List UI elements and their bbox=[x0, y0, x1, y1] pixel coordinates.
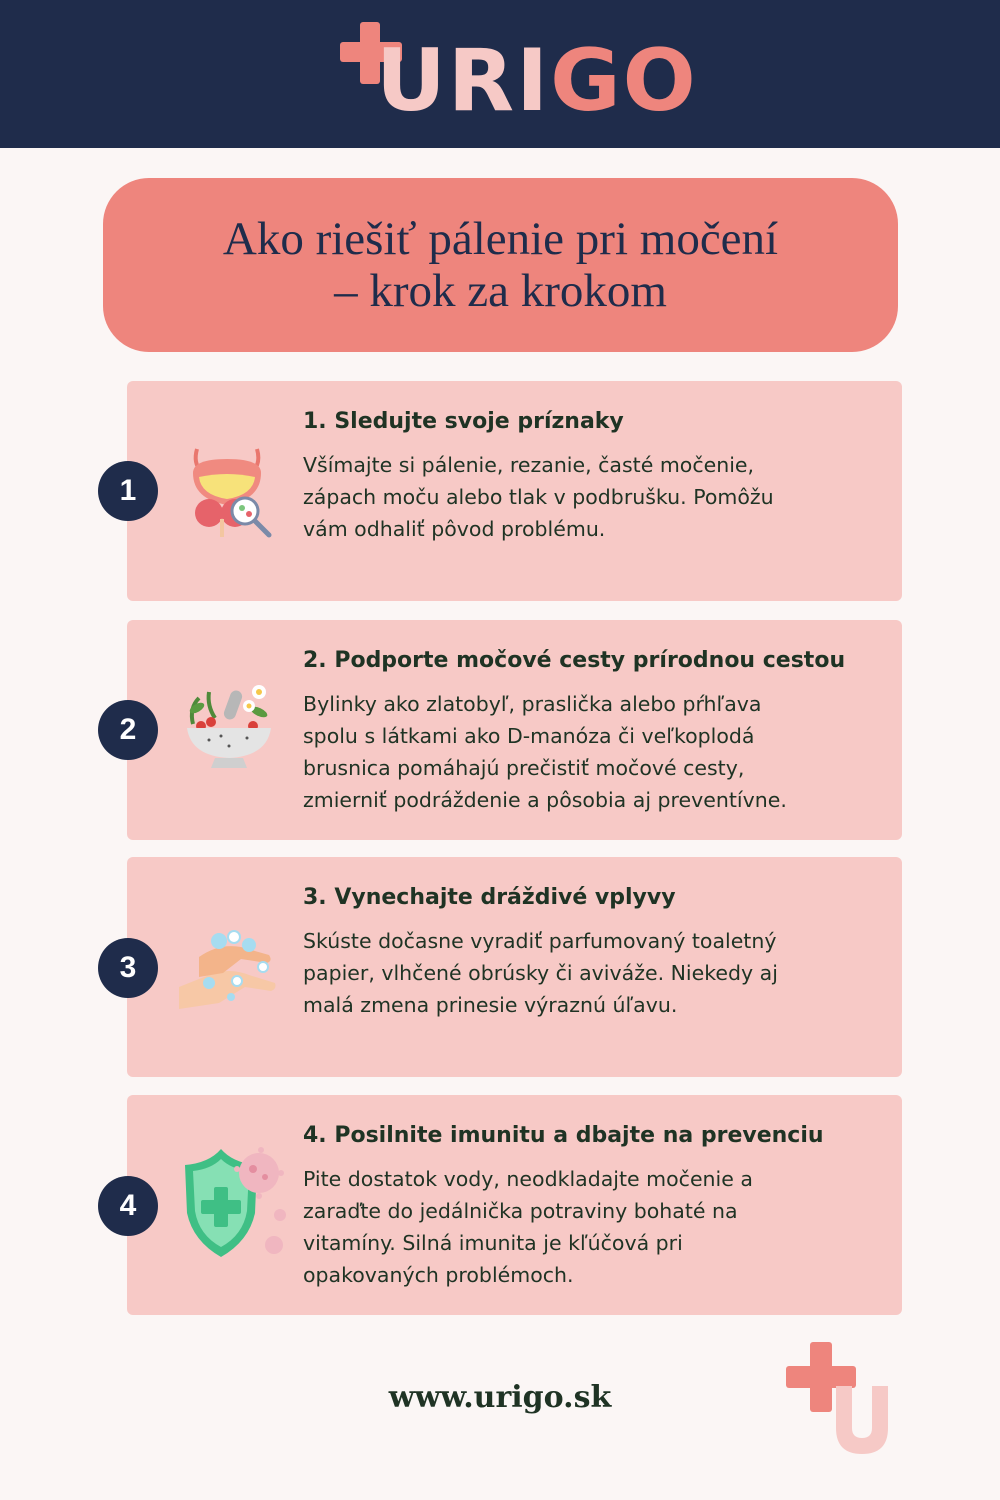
step-card-4 bbox=[127, 1095, 902, 1315]
step-2-line: spolu s látkami ako D-manóza či veľkoplodá bbox=[303, 724, 755, 748]
step-2-line: Bylinky ako zlatobyľ, praslička alebo pŕhľava bbox=[303, 692, 762, 716]
step-card-1 bbox=[127, 381, 902, 601]
step-3-line: papier, vlhčené obrúsky či aviváže. Niekedy aj bbox=[303, 961, 778, 985]
title-banner bbox=[103, 178, 898, 352]
step-3-line: Skúste dočasne vyradiť parfumovaný toaletný bbox=[303, 929, 777, 953]
step-2-text bbox=[303, 688, 893, 816]
step-2-line: zmierniť podráždenie a pôsobia aj preventívne. bbox=[303, 788, 787, 812]
step-1-title: 1. Sledujte svoje príznaky bbox=[303, 409, 624, 434]
step-4-line: Pite dostatok vody, neodkladajte močenie a bbox=[303, 1167, 753, 1191]
step-2-title: 2. Podporte močové cesty prírodnou cestou bbox=[303, 648, 846, 673]
step-3-title: 3. Vynechajte dráždivé vplyvy bbox=[303, 885, 676, 910]
step-number-3: 3 bbox=[98, 938, 158, 998]
step-1-line: zápach moču alebo tlak v podbrušku. Pomôžu bbox=[303, 485, 774, 509]
step-4-text bbox=[303, 1163, 893, 1291]
header-bar bbox=[0, 0, 1000, 148]
step-1-line: Všímajte si pálenie, rezanie, časté močenie, bbox=[303, 453, 755, 477]
step-4-title: 4. Posilnite imunitu a dbajte na prevenciu bbox=[303, 1123, 824, 1148]
step-card-2 bbox=[127, 620, 902, 840]
bladder-magnifier-icon bbox=[179, 441, 279, 541]
herbs-mortar-icon bbox=[179, 678, 279, 778]
step-2-line: brusnica pomáhajú prečistiť močové cesty, bbox=[303, 756, 745, 780]
urigo-logo[interactable] bbox=[336, 18, 698, 131]
logo-wordmark bbox=[376, 31, 698, 131]
logo-letters-go: GO bbox=[550, 31, 698, 131]
step-4-line: opakovaných problémoch. bbox=[303, 1263, 574, 1287]
step-1-line: vám odhaliť pôvod problému. bbox=[303, 517, 606, 541]
page-title-line-1: Ako riešiť pálenie pri močení bbox=[222, 213, 779, 265]
step-number-4: 4 bbox=[98, 1176, 158, 1236]
step-1-text bbox=[303, 449, 893, 545]
step-4-line: vitamíny. Silná imunita je kľúčová pri bbox=[303, 1231, 683, 1255]
step-number-2: 2 bbox=[98, 700, 158, 760]
cross-u-logo-icon bbox=[784, 1342, 900, 1458]
logo-letters-ri: RI bbox=[447, 31, 551, 131]
shield-virus-icon bbox=[179, 1143, 289, 1263]
step-4-line: zaraďte do jedálnička potraviny bohaté na bbox=[303, 1199, 738, 1223]
step-3-line: malá zmena prinesie výraznú úľavu. bbox=[303, 993, 678, 1017]
handwashing-icon bbox=[179, 917, 279, 1017]
step-number-1: 1 bbox=[98, 461, 158, 521]
step-3-text bbox=[303, 925, 893, 1021]
page-title-line-2: – krok za krokom bbox=[334, 265, 667, 317]
step-card-3 bbox=[127, 857, 902, 1077]
logo-letter-u: U bbox=[376, 31, 448, 131]
website-link[interactable]: www.urigo.sk bbox=[388, 1380, 612, 1415]
